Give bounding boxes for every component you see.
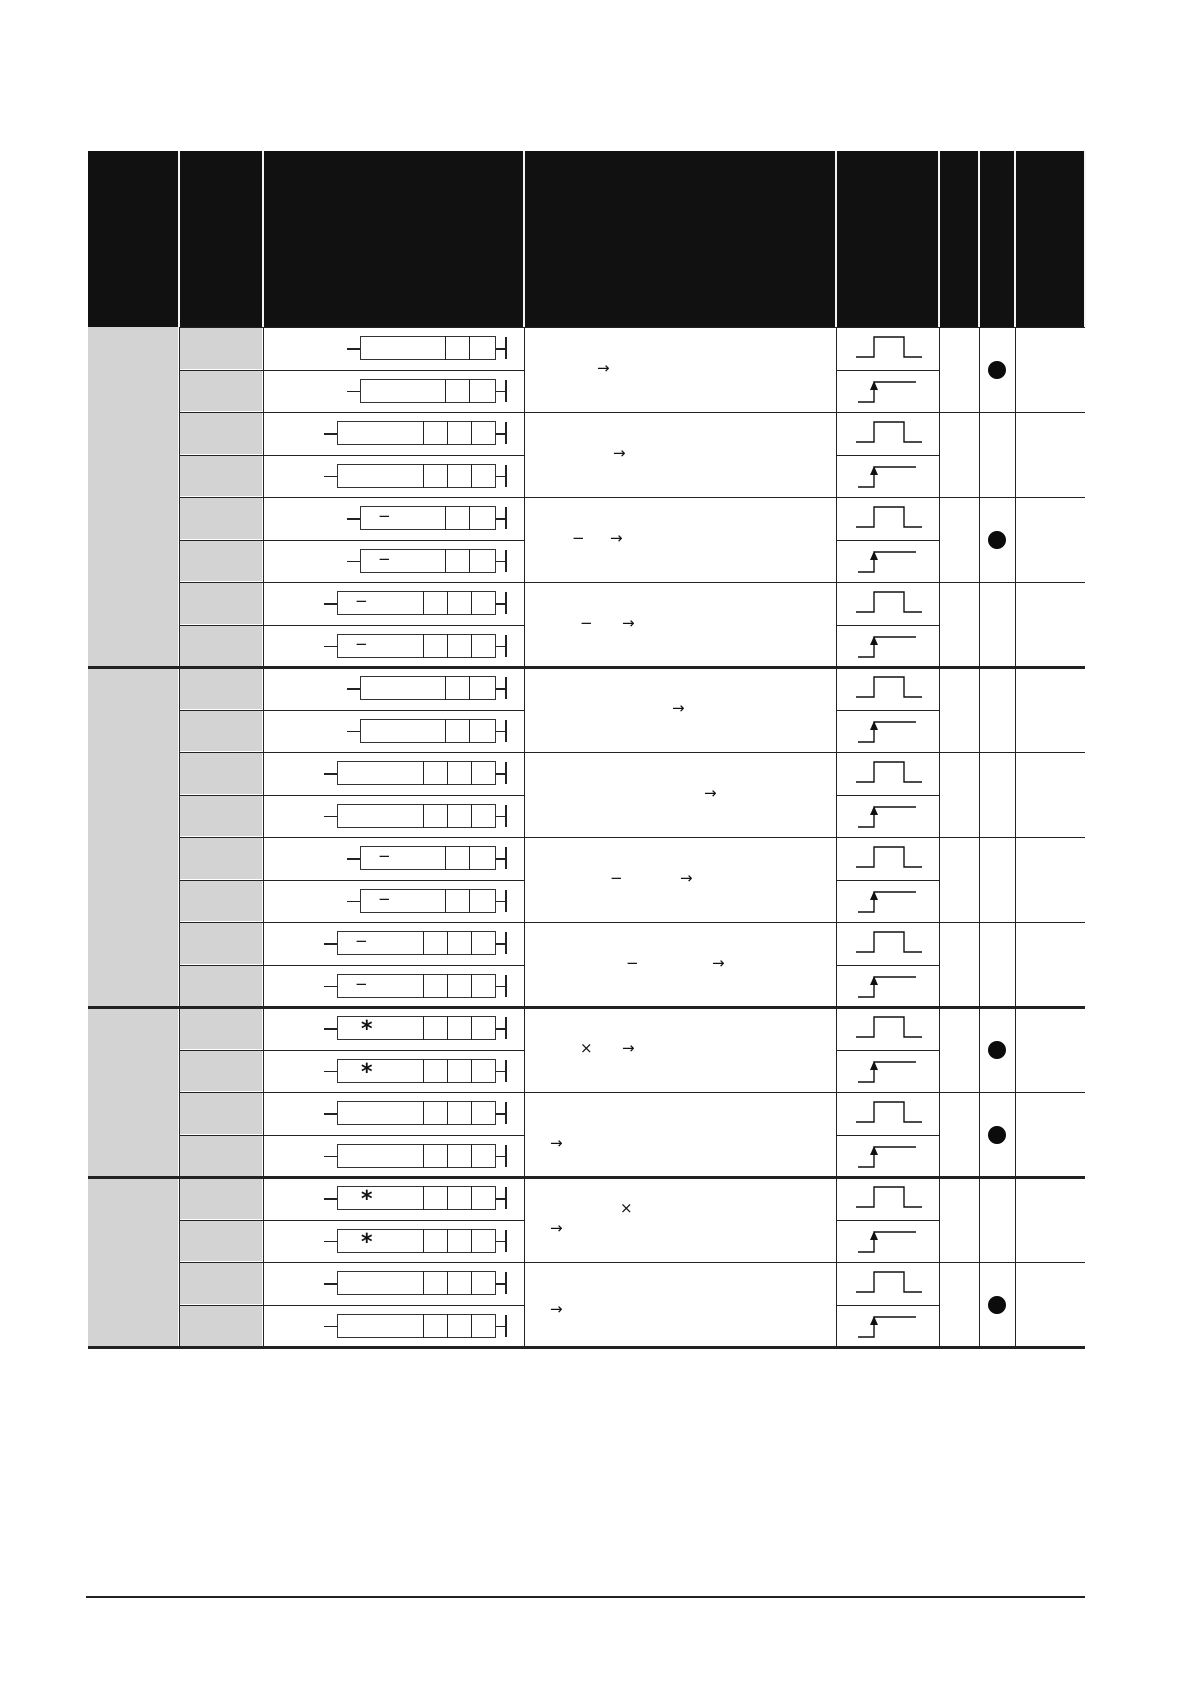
row-line xyxy=(179,1092,1085,1093)
operand-divider xyxy=(471,931,472,955)
row-label-cell xyxy=(180,1263,262,1304)
row-label-cell xyxy=(180,413,262,454)
operand-divider xyxy=(445,379,446,403)
level-pulse-icon xyxy=(856,843,922,873)
arrow-glyph: → xyxy=(550,1218,563,1237)
rising-edge-icon xyxy=(856,971,922,1001)
operand-divider xyxy=(445,336,446,360)
operand-divider xyxy=(469,506,470,530)
row-label-cell xyxy=(180,1221,262,1262)
row-label-cell xyxy=(180,711,262,752)
row-line xyxy=(179,880,524,881)
ladder-end xyxy=(505,805,507,827)
ladder-wire xyxy=(347,561,360,562)
minus-glyph: − xyxy=(580,613,593,632)
operand-divider xyxy=(469,846,470,870)
operand-divider xyxy=(471,464,472,488)
row-line xyxy=(179,710,524,711)
header-column-divider xyxy=(938,151,940,327)
ladder-end xyxy=(505,762,507,784)
ladder-end xyxy=(505,507,507,529)
instruction-box xyxy=(360,379,496,403)
operand-divider xyxy=(471,804,472,828)
rising-edge-icon xyxy=(856,546,922,576)
operand-divider xyxy=(447,1229,448,1253)
operand-divider xyxy=(471,1314,472,1338)
row-label-cell xyxy=(180,456,262,497)
rising-edge-icon xyxy=(856,1056,922,1086)
row-line xyxy=(836,795,939,796)
minus-glyph: − xyxy=(610,868,623,887)
supported-dot-icon xyxy=(988,361,1006,379)
times-glyph: × xyxy=(580,1038,593,1057)
row-label-cell xyxy=(180,1051,262,1092)
arrow-glyph: → xyxy=(680,868,693,887)
ladder-end xyxy=(505,337,507,359)
ladder-end xyxy=(505,550,507,572)
level-pulse-icon xyxy=(856,928,922,958)
row-label-cell xyxy=(180,1178,262,1219)
header-column-divider xyxy=(1084,151,1086,327)
row-line xyxy=(836,370,939,371)
operand-divider xyxy=(469,379,470,403)
ladder-wire xyxy=(324,646,337,647)
ladder-end xyxy=(505,677,507,699)
asterisk-sign: * xyxy=(361,1187,373,1213)
row-line xyxy=(836,1220,939,1221)
rising-edge-icon xyxy=(856,716,922,746)
row-line xyxy=(179,625,524,626)
row-line xyxy=(179,455,524,456)
row-label-cell xyxy=(180,753,262,794)
rising-edge-icon xyxy=(856,376,922,406)
arrow-glyph: → xyxy=(613,443,626,462)
supported-dot-icon xyxy=(988,531,1006,549)
row-line xyxy=(836,540,939,541)
operand-divider xyxy=(423,464,424,488)
operand-divider xyxy=(447,1059,448,1083)
group-divider xyxy=(88,1346,1085,1349)
ladder-wire xyxy=(324,1071,337,1072)
operand-divider xyxy=(447,1186,448,1210)
operand-divider xyxy=(471,1186,472,1210)
ladder-end xyxy=(505,1315,507,1337)
row-line xyxy=(179,1220,524,1221)
ladder-wire xyxy=(324,773,337,774)
ladder-wire xyxy=(324,476,337,477)
ladder-end xyxy=(505,1187,507,1209)
row-line xyxy=(179,965,524,966)
operand-divider xyxy=(447,421,448,445)
arrow-glyph: → xyxy=(550,1133,563,1152)
minus-glyph: − xyxy=(626,953,639,972)
row-line xyxy=(179,837,1085,838)
ladder-end xyxy=(505,975,507,997)
operand-divider xyxy=(447,1144,448,1168)
level-pulse-icon xyxy=(856,1013,922,1043)
operand-divider xyxy=(471,1059,472,1083)
arrow-glyph: → xyxy=(550,1299,563,1318)
arrow-glyph: → xyxy=(622,613,635,632)
header-column-divider xyxy=(835,151,837,327)
footer-rule xyxy=(86,1596,1085,1598)
row-label-cell xyxy=(180,1008,262,1049)
asterisk-sign: * xyxy=(361,1229,373,1255)
operand-divider xyxy=(471,1271,472,1295)
operand-divider xyxy=(471,1101,472,1125)
ladder-wire xyxy=(324,1028,337,1029)
row-line xyxy=(179,1262,1085,1263)
group-cell xyxy=(88,1007,178,1177)
level-pulse-icon xyxy=(856,503,922,533)
level-pulse-icon xyxy=(856,588,922,618)
level-pulse-icon xyxy=(856,1268,922,1298)
asterisk-sign: * xyxy=(361,1059,373,1085)
operand-divider xyxy=(423,421,424,445)
operand-divider xyxy=(469,719,470,743)
instruction-box xyxy=(360,719,496,743)
row-line xyxy=(836,625,939,626)
operand-divider xyxy=(445,846,446,870)
operand-divider xyxy=(469,549,470,573)
operand-divider xyxy=(471,974,472,998)
ladder-end xyxy=(505,422,507,444)
level-pulse-icon xyxy=(856,333,922,363)
row-line xyxy=(179,540,524,541)
ladder-end xyxy=(505,1060,507,1082)
operand-divider xyxy=(447,804,448,828)
row-label-cell xyxy=(180,1306,262,1347)
rising-edge-icon xyxy=(856,886,922,916)
operand-divider xyxy=(447,974,448,998)
operand-divider xyxy=(469,676,470,700)
header-column-divider xyxy=(978,151,980,327)
operand-divider xyxy=(447,931,448,955)
operand-divider xyxy=(471,1229,472,1253)
row-line xyxy=(179,412,1085,413)
operand-divider xyxy=(445,506,446,530)
operand-divider xyxy=(471,591,472,615)
group-divider xyxy=(88,666,1085,669)
ladder-wire xyxy=(347,518,360,519)
ladder-end xyxy=(505,465,507,487)
ladder-wire xyxy=(347,688,360,689)
row-line xyxy=(179,1305,524,1306)
row-label-cell xyxy=(180,881,262,922)
row-label-cell xyxy=(180,1093,262,1134)
ladder-end xyxy=(505,1102,507,1124)
ladder-wire xyxy=(347,858,360,859)
level-pulse-icon xyxy=(856,1183,922,1213)
ladder-end xyxy=(505,1017,507,1039)
rising-edge-icon xyxy=(856,801,922,831)
ladder-end xyxy=(505,847,507,869)
row-line xyxy=(836,1305,939,1306)
ladder-end xyxy=(505,932,507,954)
table-header xyxy=(88,151,1085,327)
operand-divider xyxy=(423,591,424,615)
ladder-wire xyxy=(347,348,360,349)
arrow-glyph: → xyxy=(597,358,610,377)
row-line xyxy=(836,1135,939,1136)
operand-divider xyxy=(423,1271,424,1295)
arrow-glyph: → xyxy=(712,953,725,972)
row-line xyxy=(179,370,524,371)
group-divider xyxy=(88,1176,1085,1179)
operand-divider xyxy=(447,464,448,488)
arrow-glyph: → xyxy=(704,783,717,802)
row-label-cell xyxy=(180,541,262,582)
row-line xyxy=(836,1050,939,1051)
row-label-cell xyxy=(180,1136,262,1177)
minus-sign: − xyxy=(355,634,368,653)
rising-edge-icon xyxy=(856,1226,922,1256)
minus-sign: − xyxy=(378,889,391,908)
operand-divider xyxy=(469,336,470,360)
row-line xyxy=(836,880,939,881)
ladder-wire xyxy=(347,391,360,392)
operand-divider xyxy=(423,634,424,658)
operand-divider xyxy=(447,761,448,785)
operand-divider xyxy=(423,974,424,998)
row-label-cell xyxy=(180,371,262,412)
rising-edge-icon xyxy=(856,1141,922,1171)
times-glyph: × xyxy=(620,1198,633,1217)
row-label-cell xyxy=(180,668,262,709)
ladder-wire xyxy=(324,943,337,944)
ladder-wire xyxy=(324,1283,337,1284)
operand-divider xyxy=(447,1101,448,1125)
row-line xyxy=(836,965,939,966)
group-cell xyxy=(88,667,178,1007)
ladder-wire xyxy=(347,731,360,732)
row-label-cell xyxy=(180,966,262,1007)
ladder-wire xyxy=(324,1198,337,1199)
row-line xyxy=(836,455,939,456)
minus-glyph: − xyxy=(572,528,585,547)
ladder-wire xyxy=(324,816,337,817)
ladder-end xyxy=(505,592,507,614)
asterisk-sign: * xyxy=(361,1017,373,1043)
row-line xyxy=(179,327,1085,328)
row-line xyxy=(179,497,1085,498)
ladder-wire xyxy=(347,901,360,902)
ladder-wire xyxy=(324,1326,337,1327)
arrow-glyph: → xyxy=(622,1038,635,1057)
header-column-divider xyxy=(262,151,264,327)
row-label-cell xyxy=(180,583,262,624)
row-line xyxy=(179,1135,524,1136)
supported-dot-icon xyxy=(988,1041,1006,1059)
instruction-box xyxy=(360,676,496,700)
minus-sign: − xyxy=(378,549,391,568)
row-label-cell xyxy=(180,498,262,539)
minus-sign: − xyxy=(355,974,368,993)
header-column-divider xyxy=(1014,151,1016,327)
rising-edge-icon xyxy=(856,631,922,661)
ladder-wire xyxy=(324,1113,337,1114)
instruction-box xyxy=(360,336,496,360)
operand-divider xyxy=(423,1059,424,1083)
minus-sign: − xyxy=(355,592,368,611)
supported-dot-icon xyxy=(988,1126,1006,1144)
row-label-cell xyxy=(180,626,262,667)
ladder-wire xyxy=(324,1241,337,1242)
operand-divider xyxy=(471,761,472,785)
ladder-end xyxy=(505,890,507,912)
operand-divider xyxy=(423,1101,424,1125)
operand-divider xyxy=(471,1016,472,1040)
level-pulse-icon xyxy=(856,418,922,448)
level-pulse-icon xyxy=(856,673,922,703)
operand-divider xyxy=(423,1144,424,1168)
group-cell xyxy=(88,1177,178,1347)
header-column-divider xyxy=(523,151,525,327)
ladder-end xyxy=(505,1230,507,1252)
operand-divider xyxy=(447,591,448,615)
ladder-wire xyxy=(324,986,337,987)
row-label-cell xyxy=(180,796,262,837)
ladder-wire xyxy=(324,603,337,604)
operand-divider xyxy=(423,761,424,785)
minus-sign: − xyxy=(378,507,391,526)
operand-divider xyxy=(423,1229,424,1253)
minus-sign: − xyxy=(355,932,368,951)
rising-edge-icon xyxy=(856,1311,922,1341)
operand-divider xyxy=(445,676,446,700)
operand-divider xyxy=(471,634,472,658)
operand-divider xyxy=(447,634,448,658)
ladder-end xyxy=(505,1272,507,1294)
arrow-glyph: → xyxy=(672,698,685,717)
ladder-end xyxy=(505,720,507,742)
operand-divider xyxy=(445,889,446,913)
operand-divider xyxy=(445,719,446,743)
operand-divider xyxy=(423,1314,424,1338)
row-line xyxy=(179,752,1085,753)
ladder-wire xyxy=(324,433,337,434)
operand-divider xyxy=(423,1016,424,1040)
row-line xyxy=(179,582,1085,583)
ladder-wire xyxy=(324,1156,337,1157)
operand-divider xyxy=(445,549,446,573)
level-pulse-icon xyxy=(856,1098,922,1128)
group-cell xyxy=(88,327,178,667)
ladder-end xyxy=(505,635,507,657)
row-line xyxy=(179,1050,524,1051)
operand-divider xyxy=(423,804,424,828)
operand-divider xyxy=(471,1144,472,1168)
ladder-end xyxy=(505,1145,507,1167)
row-line xyxy=(179,795,524,796)
arrow-glyph: → xyxy=(610,528,623,547)
rising-edge-icon xyxy=(856,461,922,491)
operand-divider xyxy=(423,931,424,955)
row-label-cell xyxy=(180,838,262,879)
row-line xyxy=(179,922,1085,923)
operand-divider xyxy=(471,421,472,445)
level-pulse-icon xyxy=(856,758,922,788)
header-column-divider xyxy=(178,151,180,327)
row-line xyxy=(836,710,939,711)
group-divider xyxy=(88,1006,1085,1009)
operand-divider xyxy=(423,1186,424,1210)
operand-divider xyxy=(469,889,470,913)
ladder-end xyxy=(505,380,507,402)
row-label-cell xyxy=(180,923,262,964)
operand-divider xyxy=(447,1314,448,1338)
operand-divider xyxy=(447,1271,448,1295)
row-label-cell xyxy=(180,328,262,369)
supported-dot-icon xyxy=(988,1296,1006,1314)
operand-divider xyxy=(447,1016,448,1040)
minus-sign: − xyxy=(378,847,391,866)
